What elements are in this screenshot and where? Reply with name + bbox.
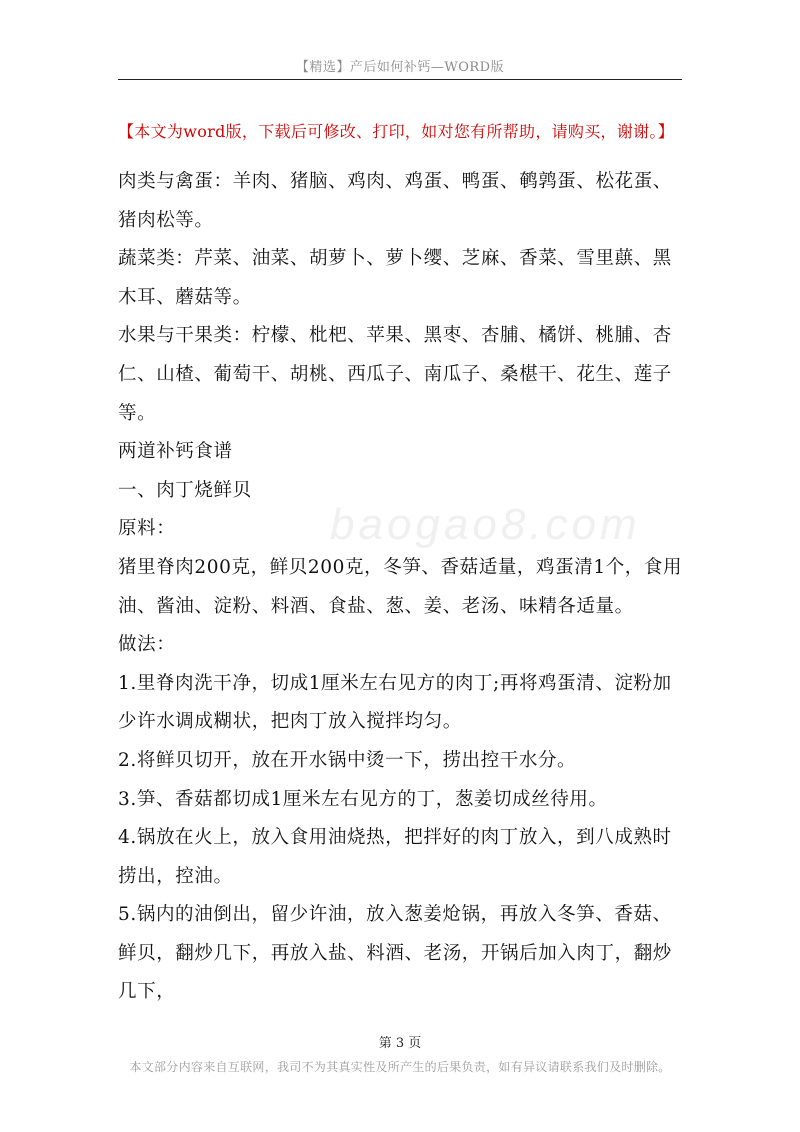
paragraph-meat-eggs: 肉类与禽蛋：羊肉、猪脑、鸡肉、鸡蛋、鸭蛋、鹌鹑蛋、松花蛋、猪肉松等。 <box>118 171 672 231</box>
document-body <box>118 163 684 1012</box>
section-heading-recipes: 两道补钙食谱 <box>118 441 233 463</box>
page-header: 【精选】产后如何补钙—WORD版 <box>295 60 505 75</box>
header-divider <box>118 79 682 80</box>
page-number: 第 3 页 <box>378 1036 422 1051</box>
recipe-title: 一、肉丁烧鲜贝 <box>118 479 252 501</box>
ingredients-label: 原料： <box>118 518 176 540</box>
step-2: 2.将鲜贝切开，放在开水锅中烫一下，捞出控干水分。 <box>118 749 577 771</box>
paragraph-vegetables: 蔬菜类：芹菜、油菜、胡萝卜、萝卜缨、芝麻、香菜、雪里蕻、黑木耳、蘑菇等。 <box>118 248 672 308</box>
ingredients-list: 猪里脊肉200克，鲜贝200克，冬笋、香菇适量，鸡蛋清1个，食用油、酱油、淀粉、料酒、食盐、葱、姜、老汤、味精各适量。 <box>118 556 683 617</box>
step-1: 1.里脊肉洗干净，切成1厘米左右见方的肉丁;再将鸡蛋清、淀粉加少许水调成糊状，把肉丁放入搅拌均匀。 <box>118 672 672 733</box>
watermark: baogao8.com <box>330 500 641 549</box>
step-3: 3.笋、香菇都切成1厘米左右见方的丁，葱姜切成丝待用。 <box>118 788 608 810</box>
footer-disclaimer: 本文部分内容来自互联网，我司不为其真实性及所产生的后果负责，如有异议请联系我们及时删除。 <box>129 1060 671 1074</box>
method-label: 做法： <box>118 634 176 656</box>
step-5: 5.锅内的油倒出，留少许油，放入葱姜炝锅，再放入冬笋、香菇、鲜贝，翻炒几下，再放入盐、料酒、老汤，开锅后加入肉丁，翻炒几下， <box>118 904 672 1003</box>
paragraph-fruits-nuts: 水果与干果类：柠檬、枇杷、苹果、黑枣、杏脯、橘饼、桃脯、杏仁、山楂、葡萄干、胡桃、西瓜子、南瓜子、桑椹干、花生、莲子等。 <box>118 325 672 424</box>
download-notice: 【本文为word版，下载后可修改、打印，如对您有所帮助，请购买，谢谢。】 <box>118 122 675 141</box>
step-4: 4.锅放在火上，放入食用油烧热，把拌好的肉丁放入，到八成熟时捞出，控油。 <box>118 827 672 887</box>
